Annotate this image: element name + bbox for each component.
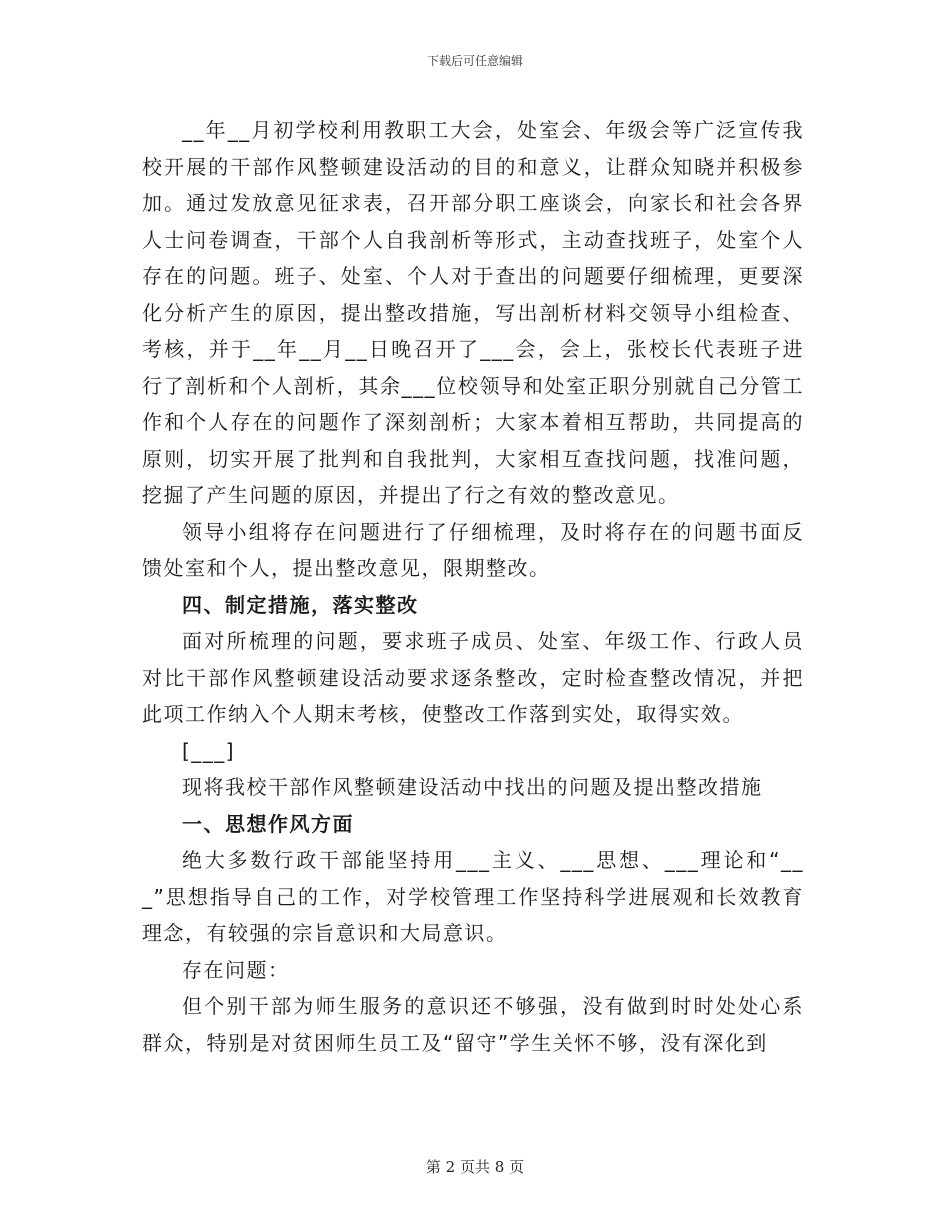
paragraph: 但个别干部为师生服务的意识还不够强，没有做到时时处处心系群众，特别是对贫困师生员工及“留守”学生关怀不够，没有深化到 xyxy=(142,994,804,1055)
paragraph: 面对所梳理的问题，要求班子成员、处室、年级工作、行政人员对比干部作风整顿建设活动要求逐条整改，定时检查整改情况，并把此项工作纳入个人期末考核，使整改工作落到实处，取得实效。 xyxy=(142,629,804,726)
paragraph: 绝大多数行政干部能坚持用___主义、___思想、___理论和“___”思想指导自己的工作，对学校管理工作坚持科学进展观和长效教育理念，有较强的宗旨意识和大局意识。 xyxy=(142,848,804,945)
section-heading: 四、制定措施，落实整改 xyxy=(182,592,419,617)
paragraph: [___] xyxy=(182,738,236,763)
paragraph: 现将我校干部作风整顿建设活动中找出的问题及提出整改措施 xyxy=(182,775,763,799)
section-heading: 一、思想作风方面 xyxy=(182,811,354,836)
paragraph: 领导小组将存在问题进行了仔细梳理，及时将存在的问题书面反馈处室和个人，提出整改意见，限期整改。 xyxy=(142,519,804,580)
header-note: 下载后可任意编辑 xyxy=(426,54,523,68)
document-body xyxy=(142,112,804,1061)
page-number: 第 2 页共 8 页 xyxy=(425,1158,525,1176)
paragraph: 存在问题： xyxy=(182,957,290,982)
paragraph: __年__月初学校利用教职工大会，处室会、年级会等广泛宣传我校开展的干部作风整顿建设活动的目的和意义，让群众知晓并积极参加。通过发放意见征求表，召开部分职工座谈会，向家长和社会各界人士问卷调查，干部个人自我剖析等形式，主动查找班子，处室个人存在的问题。班子、处室、个人对于查出的问题要仔细梳理，更要深化分析产生的原因，提出整改措施，写出剖析材料交领导小组检查、考核，并于__年__月__日晚召开了___会，会上，张校长代表班子进行了剖析和个人剖析，其余___位校领导和处室正职分别就自己分管工作和个人存在的问题作了深刻剖析；大家本着相互帮助，共同提高的原则，切实开展了批判和自我批判，大家相互查找问题，找准问题，挖掘了产生问题的原因，并提出了行之有效的整改意见。 xyxy=(142,118,804,507)
